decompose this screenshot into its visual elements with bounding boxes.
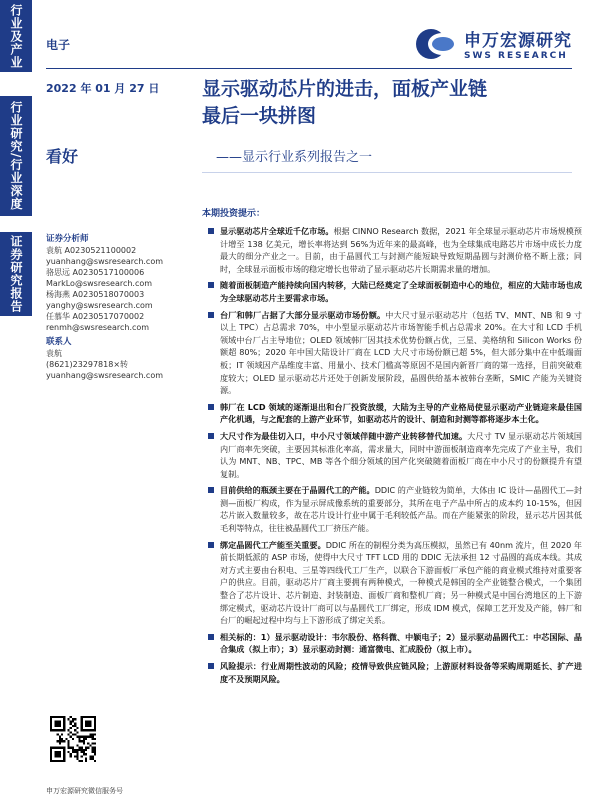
summary-bullet [202, 539, 582, 627]
title-line-1: 显示驱动芯片的进击，面板产业链 [202, 78, 488, 100]
summary-bullet [202, 279, 582, 304]
bullet-lead: 显示驱动芯片全球近千亿市场。 [220, 226, 334, 236]
bullet-lead: 风险提示：行业周期性波动的风险；疫情导致供应链风险；上游原材料设备等采购周期延长、扩产进度不及预期风险。 [220, 661, 582, 684]
bullet-square-icon [208, 487, 214, 493]
sidebar-tab-research-type: 行业研究/行业深度 [0, 96, 32, 216]
summary-bullets [202, 225, 582, 685]
investment-summary [202, 206, 582, 689]
header-divider [46, 68, 572, 69]
logo-text-en: SWS RESEARCH [464, 51, 568, 61]
analyst-line: 任慕华 A0230517070002 [46, 312, 145, 321]
analyst-line: yanghy@swsresearch.com [46, 301, 153, 310]
wechat-qr-code [50, 716, 96, 762]
bullet-square-icon [208, 312, 214, 318]
bullet-square-icon [208, 634, 214, 640]
rating-label: 看好 [46, 147, 79, 166]
analyst-line: 杨海燕 A0230518070003 [46, 290, 145, 299]
report-title [202, 76, 582, 130]
analyst-contacts [46, 234, 196, 381]
analyst-header: 证券分析师 [46, 234, 89, 244]
summary-header: 本期投资提示： [202, 209, 266, 219]
bullet-lead: 随着面板制造产能持续向国内转移，大陆已经奠定了全球面板制造中心的地位，相应的大陆市场也成为全球驱动芯片主要需求市场。 [220, 280, 582, 303]
bullet-square-icon [208, 282, 214, 288]
analyst-line: MarkLo@swsresearch.com [46, 279, 153, 288]
title-line-2: 最后一块拼图 [202, 105, 317, 127]
summary-bullet [202, 225, 582, 275]
bullet-square-icon [208, 433, 214, 439]
contact-list [46, 348, 196, 381]
analyst-line: renmh@swsresearch.com [46, 323, 150, 332]
sidebar-tab-industry: 行业及产业 [0, 0, 32, 72]
bullet-square-icon [208, 404, 214, 410]
bullet-lead: 目前供给的瓶颈主要在于晶圆代工的产能。 [220, 485, 375, 496]
bullet-square-icon [208, 663, 214, 669]
analyst-line: 袁航 A0230521100002 [46, 246, 137, 255]
bullet-body: DDIC 所在的制程分类为高压模拟，虽然已有 40nm 流片，但 2020 年前长期低派的 ASP 市场，使得中大尺寸 TFT LCD 用的 DDIC 无法承担 12 寸晶圆的高成本线。其成对方式主要由台积电、三星等四线代工厂生产，以联合下游面板厂承包产能的商业模式维持对重要客户的供应。目前，驱动芯片厂商主要拥有两种模式，一种模式是韩国的全产业链整合模式，一个集团整合了芯片设计、芯片制造、封装制造、面板厂商和整机厂商；另一种模式是中国台湾地区的上下游绑定模式，驱动芯片设计厂商可以与晶圆代工厂绑定，形成 IDM 模式，保障工艺开发及产能，韩厂和台厂的崛起过程中均与上下游形成了绑定关系。 [220, 539, 582, 626]
bullet-lead: 韩厂在 LCD 领域的逐渐退出和台厂投资放缓，大陆为主导的产业格局使显示驱动产业链迎来最佳国产化机遇，与之配套的上游产业环节，如驱动芯片的设计、制造和封测等都将逐步本土化。 [220, 401, 582, 425]
summary-bullet [202, 401, 582, 426]
industry-label: 电子 [46, 38, 71, 52]
bullet-body: DDIC 的产业链较为简单，大体由 IC 设计—晶圆代工—封测—面板厂构成，作为显示屏成像系统的重要部分，其所在电子产品中所占的成本约 10-15%，但因芯片嵌入数量较多，故在芯片设计行业中属于毛利较低产品。而在产能紧张的阶段，显示芯片因其低毛利等特点，往往被晶圆代工厂挤压产能。 [220, 485, 582, 534]
bullet-lead: 绑定晶圆代工产能至关重要。 [220, 539, 326, 550]
company-logo [416, 26, 572, 61]
bullet-body: 中大尺寸显示驱动芯片（包括 TV、MNT、NB 和 9 寸以上 TPC）占总需求 70%，中小型显示驱动芯片市场智能手机占总需求 20%。在大寸和 LCD 手机领域中台厂占主导地位；OLED 领域韩厂因其技术优势份额占优，三星、美格纳和 Silicon Works 份额超 80%；2020 年中国大陆设计厂商在 LCD 大尺寸市场份额已超 5%，但大部分集中在中低端面板；IT 领域因产品维度丰富、用量小、技术门槛高等原因不是国内新晋厂商的第一选择，目前突破难度较大；OLED 显示驱动芯片还处于创新发展阶段，晶圆供给基本被韩台垄断，SMIC 产能为关键资源。 [220, 309, 582, 396]
qr-caption: 申万宏源研究微信服务号 [46, 787, 123, 795]
bullet-lead: 相关标的：1）显示驱动设计：韦尔股份、格科微、中颖电子；2）显示驱动晶圆代工：中芯国际、晶合集成（拟上市）；3）显示驱动封测：通富微电、汇成股份（拟上市）。 [220, 631, 582, 655]
contact-header: 联系人 [46, 337, 72, 347]
contact-line: yuanhang@swsresearch.com [46, 371, 164, 380]
summary-bullet [202, 631, 582, 656]
bullet-body: 大尺寸 TV 显示驱动芯片领域国内厂商率先突破，主要因其标准化率高，需求量大，同时中游面板制造商率先完成了产业主导，我们认为 MNT、NB、TPC、MB 等各个细分领域的国产化突破随着面板厂商在中小尺寸的份额提升有望复制。 [220, 430, 582, 479]
bullet-lead: 台厂和韩厂占据了大部分显示驱动市场份额。 [220, 309, 386, 320]
report-subtitle: ——显示行业系列报告之一 [216, 150, 373, 165]
logo-text-cn: 申万宏源研究 [464, 31, 572, 51]
bullet-body: 根据 CINNO Research 数据，2021 年全球显示驱动芯片市场规模预计增至 138 亿美元，增长率将达到 56%为近年来的最高峰，也为全球集成电路芯片市场中成长力度最大的细分产业之一。目前，由于晶圆代工与封测产能短缺导致短期晶圆与封测价格不断上涨；同时，全球显示面板市场的稳定增长也带动了显示驱动芯片长期需求量的增加。 [220, 226, 582, 274]
bullet-square-icon [208, 228, 214, 234]
analyst-line: 骆思远 A0230517100006 [46, 268, 145, 277]
summary-bullet [202, 660, 582, 685]
sidebar-tab-report-type: 证券研究报告 [0, 232, 32, 316]
report-date: 2022 年 01 月 27 日 [46, 82, 160, 95]
contact-line: 袁航 [46, 349, 62, 358]
summary-bullet [202, 309, 582, 397]
logo-icon [416, 27, 458, 61]
left-sidebar [0, 0, 38, 800]
summary-bullet [202, 484, 582, 534]
contact-line: (8621)23297818×转 [46, 360, 129, 369]
analyst-line: yuanhang@swsresearch.com [46, 257, 164, 266]
analyst-list [46, 245, 196, 333]
bullet-lead: 大尺寸作为最佳切入口，中小尺寸领域伴随中游产业转移替代加速。 [220, 430, 468, 441]
bullet-square-icon [208, 542, 214, 548]
summary-bullet [202, 430, 582, 480]
title-divider [202, 172, 572, 173]
